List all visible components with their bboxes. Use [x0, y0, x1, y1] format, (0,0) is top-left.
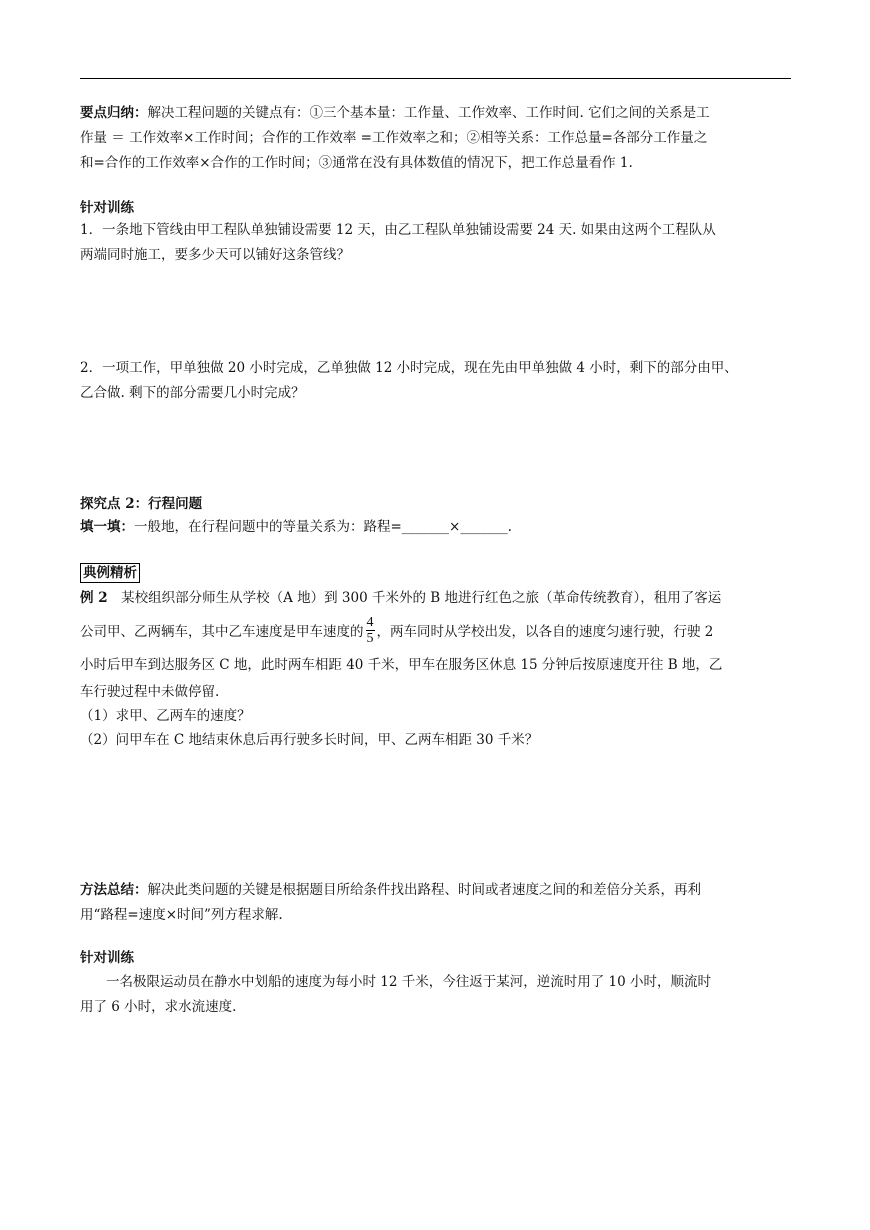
practice-question-2: 2．一项工作，甲单独做 20 小时完成，乙单独做 12 小时完成，现在先由甲单独做 4 小时，剩下的部分由甲、 乙合做. 剩下的部分需要几小时完成？: [80, 360, 738, 401]
example-box-label: 典例精析: [80, 563, 140, 583]
example-label: 例 2: [80, 590, 108, 606]
example-box-row: [80, 562, 791, 584]
section-title: 探究点 2：行程问题: [80, 496, 203, 512]
key-points-summary: [80, 101, 791, 176]
example-sub-question-2: （2）问甲车在 C 地结束休息后再行驶多长时间，甲、乙两车相距 30 千米？: [80, 732, 539, 748]
summary-line-1: 要点归纳：解决工程问题的关键点有：①三个基本量：工作量、工作效率、工作时间. 它们之间的关系是工: [80, 105, 710, 121]
method-summary: [80, 878, 791, 928]
fraction-four-fifths: $\frac{4}{5}$: [366, 615, 374, 646]
example-sub-question-1: （1）求甲、乙两车的速度？: [80, 708, 251, 724]
header-rule: [80, 78, 791, 79]
summary-line-2: 作量 ＝ 工作效率×工作时间；合作的工作效率 =工作效率之和；②相等关系：工作总量=各部分工作量之: [80, 130, 708, 146]
method-heading: 方法总结：: [80, 882, 148, 898]
practice-heading-2: 针对训练: [80, 950, 134, 966]
fill-text: 一般地，在行程问题中的等量关系为：路程=_______×_______.: [134, 519, 512, 535]
method-line-2: 用“路程=速度×时间”列方程求解.: [80, 907, 283, 923]
example-line-3: 小时后甲车到达服务区 C 地，此时两车相距 40 千米，甲车在服务区休息 15 分钟后按原速度开往 B 地，乙: [80, 657, 723, 673]
summary-line-3: 和=合作的工作效率×合作的工作时间；③通常在没有具体数值的情况下，把工作总量看作 1.: [80, 155, 633, 171]
example-line-4: 车行驶过程中未做停留.: [80, 684, 220, 700]
practice-question-3: 一名极限运动员在静水中划船的速度为每小时 12 千米，今往返于某河，逆流时用了 10 小时，顺流时 用了 6 小时，求水流速度.: [80, 974, 712, 1015]
fill-in-line: [80, 515, 791, 540]
practice-heading-1: 针对训练: [80, 200, 134, 216]
example-line-1: 例 2 某校组织部分师生从学校（A 地）到 300 千米外的 B 地进行红色之旅（革命传统教育），租用了客运: [80, 590, 722, 606]
example-line-2: 公司甲、乙两辆车，其中乙车速度是甲车速度的 $\frac{4}{5}$ ，两车同时从学校出发，以各自的速度匀速行驶，行驶 2: [80, 615, 714, 646]
summary-heading: 要点归纳：: [80, 105, 148, 121]
practice-question-1: 1．一条地下管线由甲工程队单独铺设需要 12 天，由乙工程队单独铺设需要 24 天. 如果由这两个工程队从 两端同时施工，要多少天可以铺好这条管线？: [80, 222, 716, 263]
fill-label: 填一填：: [80, 519, 134, 535]
example-2: [80, 584, 791, 752]
method-line-1: 方法总结：解决此类问题的关键是根据题目所给条件找出路程、时间或者速度之间的和差倍分关系，再利: [80, 882, 701, 898]
